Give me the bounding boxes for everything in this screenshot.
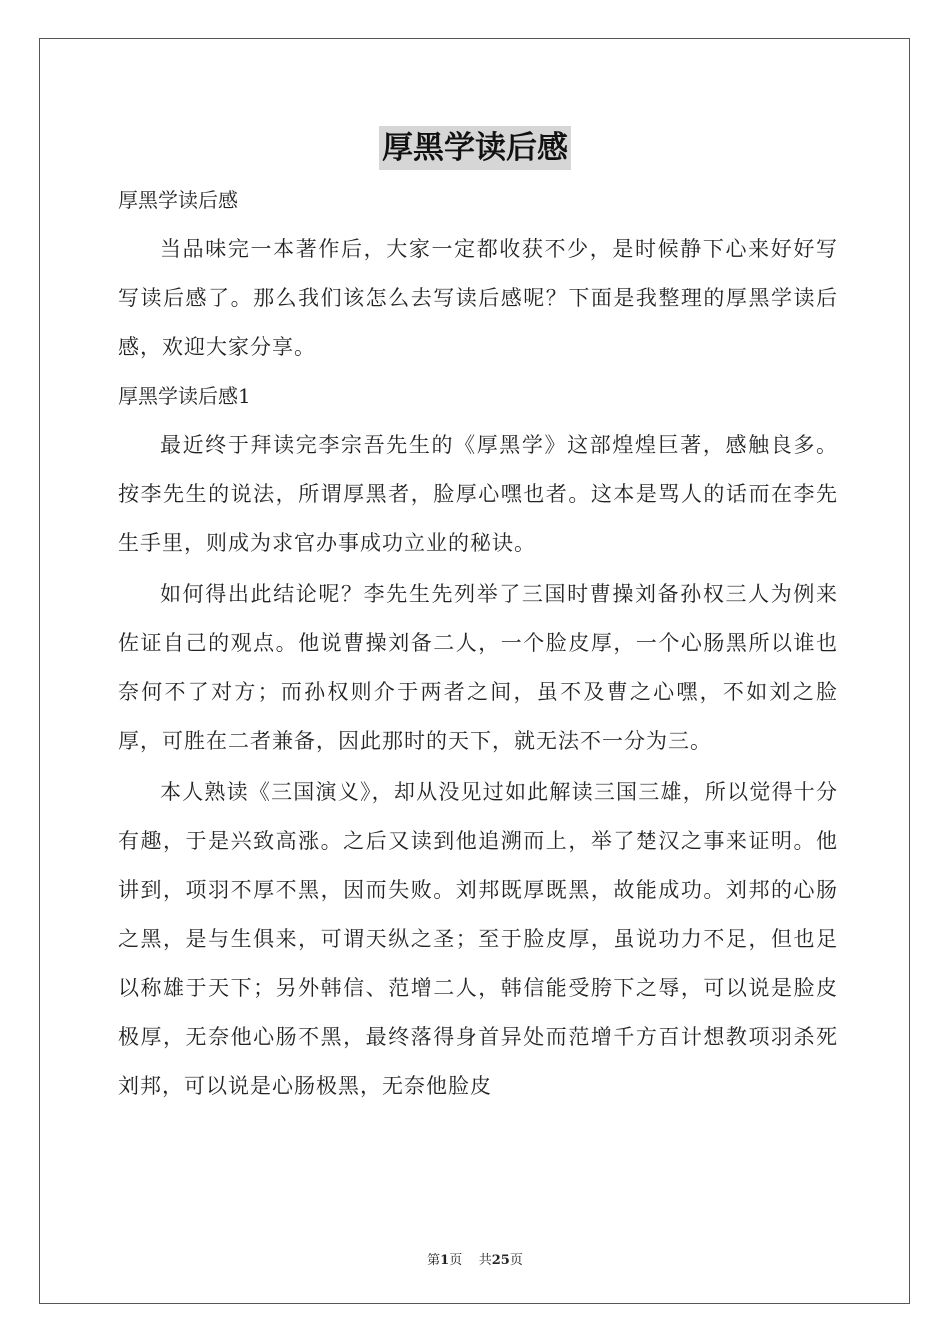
total-pages: 25	[491, 1253, 510, 1268]
page-suffix: 页	[449, 1253, 463, 1268]
document-subtitle: 厚黑学读后感	[118, 188, 238, 212]
intro-paragraph: 当品味完一本著作后，大家一定都收获不少，是时候静下心来好好写写读后感了。那么我们该怎么去写读后感呢？下面是我整理的厚黑学读后感，欢迎大家分享。	[118, 237, 838, 359]
document-body	[118, 178, 838, 1113]
page-prefix: 第	[427, 1253, 441, 1268]
section-heading: 厚黑学读后感1	[118, 384, 251, 408]
document-title: 厚黑学读后感	[379, 126, 571, 170]
title-container	[0, 126, 950, 170]
page-number: 1	[440, 1253, 450, 1268]
page-footer	[0, 1249, 950, 1268]
body-paragraph-1: 最近终于拜读完李宗吾先生的《厚黑学》这部煌煌巨著，感触良多。按李先生的说法，所谓厚黑者，脸厚心嘿也者。这本是骂人的话而在李先生手里，则成为求官办事成功立业的秘诀。	[118, 433, 838, 555]
body-paragraph-3: 本人熟读《三国演义》，却从没见过如此解读三国三雄，所以觉得十分有趣，于是兴致高涨。之后又读到他追溯而上，举了楚汉之事来证明。他讲到，项羽不厚不黑，因而失败。刘邦既厚既黑，故能成功。刘邦的心肠之黑，是与生俱来，可谓天纵之圣；至于脸皮厚，虽说功力不足，但也足以称雄于天下；另外韩信、范增二人，韩信能受胯下之辱，可以说是脸皮极厚，无奈他心肠不黑，最终落得身首异处而范增千方百计想教项羽杀死刘邦，可以说是心肠极黑，无奈他脸皮	[118, 780, 838, 1098]
body-paragraph-2: 如何得出此结论呢？李先生先列举了三国时曹操刘备孙权三人为例来佐证自己的观点。他说曹操刘备二人，一个脸皮厚，一个心肠黑所以谁也奈何不了对方；而孙权则介于两者之间，虽不及曹之心嘿，不如刘之脸厚，可胜在二者兼备，因此那时的天下，就无法不一分为三。	[118, 582, 838, 753]
total-suffix: 页	[509, 1253, 523, 1268]
total-prefix: 共	[478, 1253, 492, 1268]
